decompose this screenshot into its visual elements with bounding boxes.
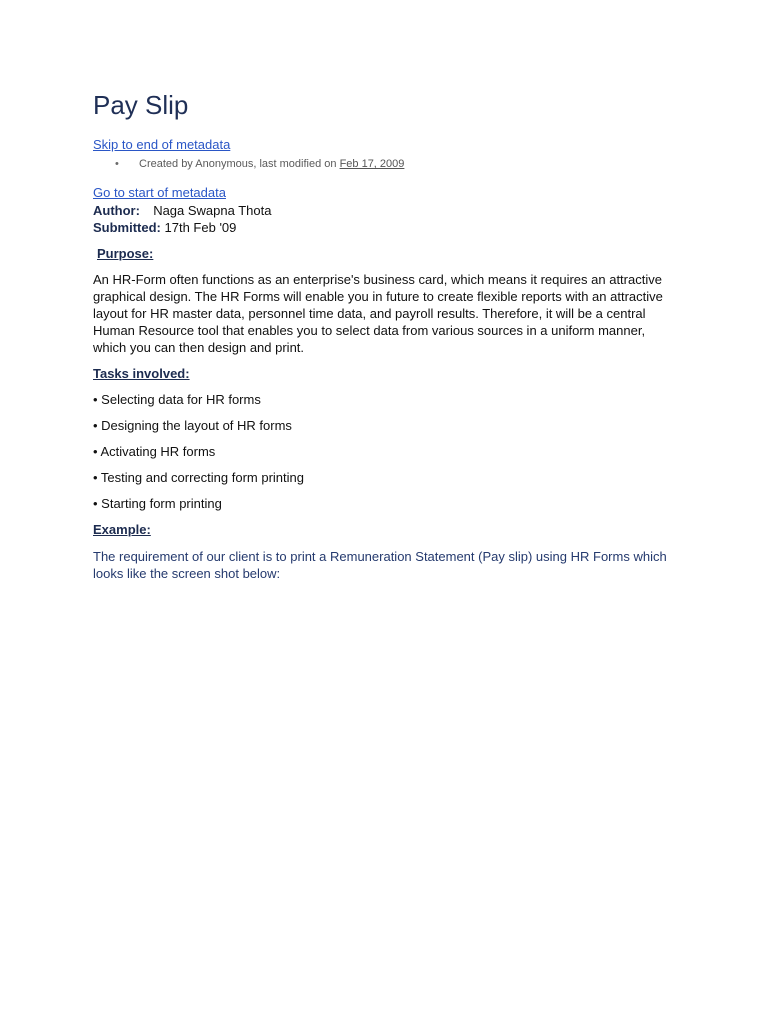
skip-to-end-row — [93, 136, 673, 154]
task-item: • Designing the layout of HR forms — [93, 418, 292, 433]
metadata-list — [93, 156, 673, 172]
author-label: Author: — [93, 203, 140, 218]
purpose-heading: Purpose: — [97, 246, 154, 261]
go-to-start-row — [93, 184, 673, 202]
task-item: • Activating HR forms — [93, 444, 216, 459]
submitted-label: Submitted: — [93, 220, 161, 235]
page-title: Pay Slip — [93, 90, 189, 120]
example-heading: Example: — [93, 522, 151, 537]
go-to-start-link[interactable]: Go to start of metadata — [93, 185, 226, 200]
tasks-heading: Tasks involved: — [93, 366, 190, 381]
skip-to-end-link[interactable]: Skip to end of metadata — [93, 137, 231, 152]
author-line — [93, 202, 673, 219]
bullet-icon: • — [115, 158, 119, 170]
modified-date-link[interactable]: Feb 17, 2009 — [339, 158, 405, 170]
document-page — [93, 88, 673, 582]
submitted-value: 17th Feb '09 — [164, 220, 237, 235]
task-item: • Testing and correcting form printing — [93, 470, 304, 485]
metadata-item — [93, 156, 673, 172]
created-by-text: Created by Anonymous, last modified on — [139, 158, 340, 170]
purpose-paragraph: An HR-Form often functions as an enterprise's business card, which means it requires an attractive graphical design. The HR Forms will enable you in future to create flexible reports with an attractive layout for HR master data, personnel time data, and payroll results. Therefore, it will be a central Human Resource tool that enables you to select data from various sources in a uniform manner, which you can then design and print. — [93, 272, 663, 355]
task-item: • Selecting data for HR forms — [93, 392, 261, 407]
author-value: Naga Swapna Thota — [153, 203, 272, 218]
example-paragraph: The requirement of our client is to print a Remuneration Statement (Pay slip) using HR Forms which looks like the screen shot below: — [93, 549, 667, 581]
task-item: • Starting form printing — [93, 496, 222, 511]
submitted-line — [93, 219, 673, 236]
